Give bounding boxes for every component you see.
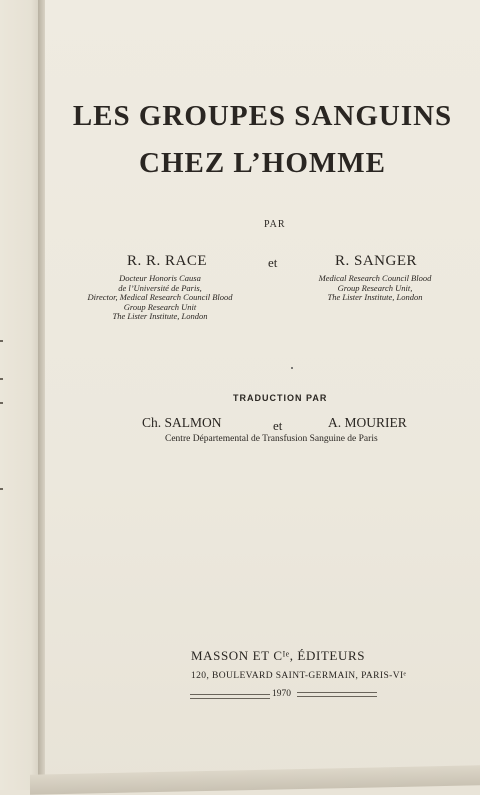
- credential-line: Group Research Unit: [123, 301, 197, 312]
- book-title-line-1: LES GROUPES SANGUINS: [72, 100, 453, 132]
- credential-line: Docteur Honoris Causa: [119, 273, 201, 283]
- translator-affiliation: Centre Départemental de Transfusion Sanguine de Paris: [165, 434, 378, 444]
- translator-mourier: A. MOURIER: [328, 415, 407, 430]
- credential-line: Medical Research Council Blood: [318, 273, 432, 283]
- credential-line: de l’Université de Paris,: [118, 282, 202, 293]
- authors-conjunction: et: [268, 255, 278, 270]
- credential-line: The Lister Institute, London: [327, 292, 423, 302]
- publisher-address: 120, BOULEVARD SAINT-GERMAIN, PARIS-VIᵉ: [191, 671, 407, 681]
- author-sanger: R. SANGER: [335, 253, 418, 269]
- credential-line: Group Research Unit,: [337, 282, 413, 293]
- publisher-name: MASSON ET Cᴵᵉ, ÉDITEURS: [191, 648, 366, 663]
- adjacent-page-marks: [0, 340, 6, 500]
- rule-right: [297, 692, 377, 697]
- page-speck: [291, 367, 293, 369]
- title-page: [45, 0, 480, 790]
- credential-line: The Lister Institute, London: [112, 311, 208, 321]
- book-title-line-2: CHEZ L’HOMME: [139, 147, 386, 179]
- translator-salmon: Ch. SALMON: [142, 415, 222, 430]
- rule-left: [190, 694, 270, 699]
- race-credentials: [85, 274, 235, 322]
- author-race: R. R. RACE: [127, 253, 208, 269]
- sanger-credentials: [300, 274, 450, 303]
- publication-year: 1970: [272, 689, 291, 699]
- translators-conjunction: et: [273, 418, 283, 433]
- translation-label: TRADUCTION PAR: [233, 393, 328, 403]
- par-label: PAR: [264, 219, 286, 230]
- credential-line: Director, Medical Research Council Blood: [87, 292, 233, 302]
